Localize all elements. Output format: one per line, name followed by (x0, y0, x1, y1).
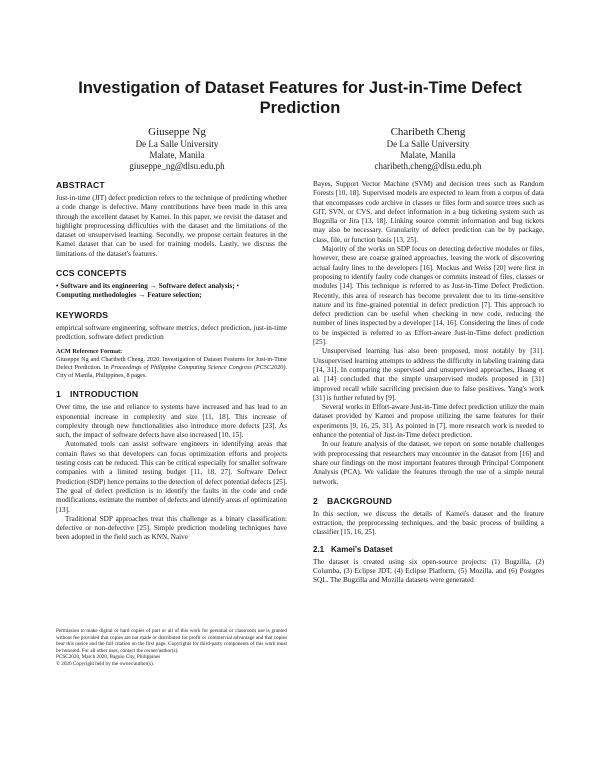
author-location: Malate, Manila (149, 150, 205, 160)
author-affiliation: De La Salle University (386, 139, 470, 149)
acm-reference-proceedings: Proceedings of Philippine Computing Science Congress (PCSC2020). (110, 364, 287, 372)
section-title: BACKGROUND (327, 495, 393, 506)
conference-info: PCSC2020, March 2020, Baguio City, Philippines (56, 654, 161, 661)
ccs-concept-2: Computing methodologies → Feature selection; (56, 291, 202, 300)
author-email[interactable]: charibeth.cheng@dlsu.edu.ph (374, 161, 482, 171)
acm-reference (56, 348, 287, 380)
abstract-heading: ABSTRACT (56, 180, 105, 190)
section-title: INTRODUCTION (70, 389, 139, 400)
body-paragraph: In our feature analysis of the dataset, we report on some notable challenges with preprocessing that researchers may encounter in the dataset from [16] and share our findings on the most important features through Principal Component Analysis (PCA). We validate the features through the use of a simple neural network. (313, 440, 544, 486)
subsection-title: Kamei's Dataset (331, 544, 393, 554)
author-block-1 (77, 126, 277, 172)
keywords-text: empirical software engineering, software metrics, defect prediction, just-in-time prediction, software defect prediction (56, 323, 287, 341)
copyright-line: © 2020 Copyright held by the owner/author(s). (56, 660, 155, 667)
acm-reference-text: Giuseppe Ng and Charibeth Cheng. 2020. Investigation of Dataset Features for Just-in-Time Defect Prediction. In (56, 356, 287, 372)
intro-paragraph-2: Automated tools can assist software engineers in identifying areas that contain flaws so that developers can focus optimization efforts and projects testing costs can be reduced. This can be critical especially for smaller software companies with a limited testing budget [11, 18, 27]. Software Defect Prediction (SDP) hence pertains to the detection of defect potential defects [25]. The goal of defect prediction is to identify the faults in the code and code modifications, estimate the number of defects and identify areas of optimization [13]. (56, 440, 287, 514)
body-paragraph: Unsupervised learning has also been proposed, most notably by [31]. Unsupervised learning attempts to address the difficulty in labeling training data [14, 31]. In comparing the supervised and unsupervised approaches, Huang et al. [14] concluded that the simple unsupervised models proposed in [31] improved recall while sacrificing precision due to false positives. Yang's work [31] is further refuted by [9]. (313, 347, 545, 402)
ccs-heading: CCS CONCEPTS (56, 268, 127, 279)
subsection-number: 2.1 (313, 544, 325, 554)
body-paragraph: Several works in Effort-aware Just-in-Time defect prediction utilize the main dataset provided by Kamei and propose utilizing the same features for their experiments [9, 16, 25, 31]. As pointed in [7], more research work is needed to enhance the potential of Just-in-Time defect prediction. (313, 403, 544, 440)
author-name: Charibeth Cheng (390, 126, 466, 138)
background-text: In this section, we discuss the details of Kamei's dataset and the feature extraction, the preprocessing techniques, and the basic process of building a classifier [15, 16, 25]. (313, 509, 544, 537)
section-number: 2 (313, 495, 318, 506)
author-affiliation: De La Salle University (135, 139, 219, 149)
author-email[interactable]: giuseppe_ng@dlsu.edu.ph (129, 161, 225, 171)
ccs-concepts (56, 282, 287, 301)
abstract-text: Just-in-time (JIT) defect prediction refers to the technique of predicting whether a code change is defective. Many contributions have been made in this area through the excellent dataset by Kamei. In this paper, we revisit the dataset and highlight preprocessing difficulties with the dataset and the limitations of the dataset on unsupervised learning. Secondly, we propose certain features in the Kamei dataset that can be used for training models. Lastly, we discuss the limitations of the dataset's features. (56, 194, 287, 258)
paper-title: Investigation of Dataset Features for Just-in-Time Defect Prediction (78, 79, 522, 117)
background-heading (313, 496, 544, 507)
intro-paragraph-3: Traditional SDP approaches treat this challenge as a binary classification: defective or non-defective [25]. Simple prediction modeling techniques have been adopted in the field such as KNN, Naive (56, 514, 287, 542)
author-block-2 (328, 126, 528, 172)
keywords-heading: KEYWORDS (56, 309, 109, 320)
body-paragraph: Majority of the works on SDP focus on detecting defective modules or files, however, these are coarse grained approaches, leaving the work of discovering actual faulty lines to the developers [16]. Mockus and Weiss [20] were first in proposing to identify faulty code changes or commits instead of files, classes or modules [14]. This technique is referred to as Just-in-Time Defect Prediction. Recently, this area of research has become prevalent due to its time-sensitive nature and its fine-grained potential in defect prediction [7]. This approach to defect prediction can be useful when checking in new code, reducing the number of lines inspected by a developer [14, 16]. Considering the lines of code to be inspected is referred to as Effort-aware Just-in-Time defect prediction [25]. (313, 245, 544, 347)
intro-heading (56, 389, 287, 400)
ccs-bullet: • (234, 282, 240, 291)
copyright-footnote (56, 628, 287, 668)
right-column (313, 180, 544, 586)
acm-reference-label: ACM Reference Format: (56, 348, 123, 356)
author-name: Giuseppe Ng (148, 126, 206, 138)
intro-paragraph-1: Over time, the use and reliance to systems have increased and has lead to an exponential increase in complexity and size [11, 18]. This increase of complexity through new functionalities also introduce more defects [23]. As such, the impact of software defects have also increased [10, 15]. (56, 403, 287, 440)
permission-notice: Permission to make digital or hard copies of part or all of this work for personal or classroom use is granted without fee provided that copies are not made or distributed for profit or commercial advantage and that copies bear this notice and the full citation on the first page. Copyrights for third-party components of this work must be honored. For all other uses, contact the owner/author(s). (56, 628, 287, 654)
acm-reference-tail: City of Manila, Philippines, 8 pages. (56, 372, 147, 380)
section-number: 1 (56, 389, 61, 400)
body-paragraph: Bayes, Support Vector Machine (SVM) and decision trees such as Random Forests [10, 18]. Supervised models are expected to learn from a corpus of data that encompasses code archive in classes or files form and source trees such as GIT, SVN, or CVS, and defect information in a bug ticketing system such as Bugzilla or Jira [13, 18]. Linking source commit information and bug tickets may also be necessary. Granularity of defect prediction can be by package, class, file, or function basis [13, 25]. (313, 180, 544, 244)
dataset-heading (313, 545, 544, 555)
ccs-concept-1: • Software and its engineering → Software defect analysis; (56, 282, 235, 291)
dataset-text: The dataset is created using six open-source projects: (1) Bugzilla, (2) Columba, (3) Eclipse JDT, (4) Eclipse Platform, (5) Mozilla, and (6) Postgres SQL. The Bugzilla and Mozilla datasets were generated (313, 557, 544, 585)
left-column (56, 180, 287, 543)
author-location: Malate, Manila (400, 150, 456, 160)
